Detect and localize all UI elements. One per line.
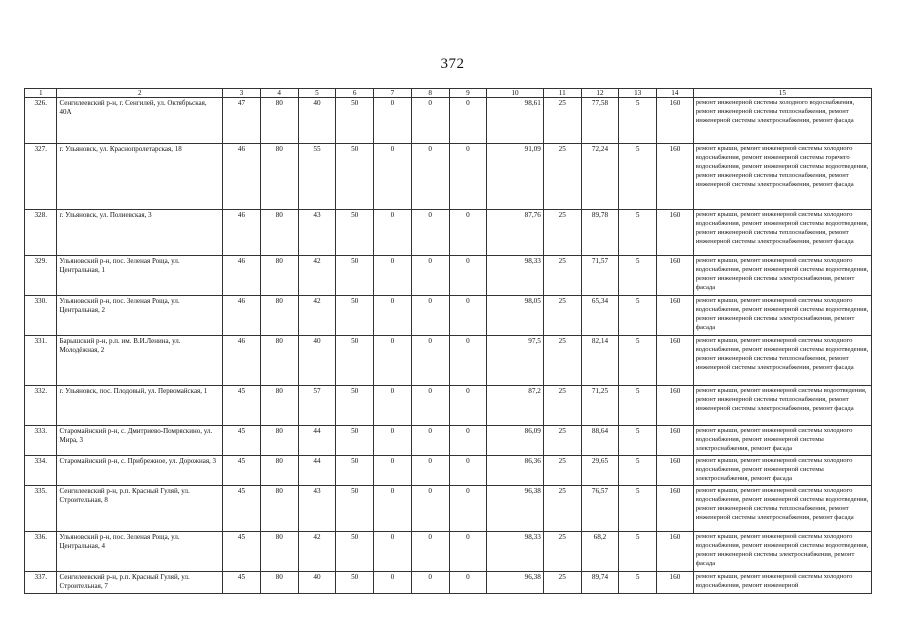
col7-value: 0 [374,426,412,456]
col13-value: 5 [619,336,657,386]
table-row [25,336,872,386]
col14-value: 160 [657,256,694,296]
col12-value: 65,34 [581,296,619,336]
col13-value: 5 [619,256,657,296]
col5-value: 55 [298,144,336,210]
col13-value: 5 [619,210,657,256]
col3-value: 46 [223,336,261,386]
col3-value: 45 [223,532,261,572]
col14-value: 160 [657,296,694,336]
col10-value: 96,38 [487,572,544,594]
row-number: 331. [25,336,57,386]
column-number-3: 3 [223,89,261,98]
col8-value: 0 [411,256,449,296]
col9-value: 0 [449,336,487,386]
col11-value: 25 [543,296,581,336]
col3-value: 45 [223,572,261,594]
column-number-6: 6 [336,89,374,98]
col12-value: 76,57 [581,486,619,532]
address-cell: Барышский р-н, р.п. им. В.И.Ленина, ул. Молодёжная, 2 [57,336,223,386]
col9-value: 0 [449,144,487,210]
table-row [25,144,872,210]
col7-value: 0 [374,336,412,386]
col11-value: 25 [543,456,581,486]
col9-value: 0 [449,296,487,336]
col13-value: 5 [619,486,657,532]
col4-value: 80 [260,296,298,336]
col8-value: 0 [411,98,449,144]
col11-value: 25 [543,210,581,256]
row-number: 327. [25,144,57,210]
col4-value: 80 [260,456,298,486]
works-list-cell: ремонт крыши, ремонт инженерной системы холодного водоснабжения, ремонт инженерной системы водоотведения, ремонт инженерной системы теплоснабжения, ремонт инженерной системы электроснабжения, ремонт фасада [693,210,871,256]
column-number-row [25,89,872,98]
col8-value: 0 [411,386,449,426]
col10-value: 97,5 [487,336,544,386]
col8-value: 0 [411,532,449,572]
col11-value: 25 [543,486,581,532]
col4-value: 80 [260,532,298,572]
address-cell: Сенгилеевский р-н, г. Сенгилей, ул. Октябрьская, 40А [57,98,223,144]
col11-value: 25 [543,336,581,386]
col4-value: 80 [260,486,298,532]
col7-value: 0 [374,98,412,144]
col5-value: 42 [298,256,336,296]
col5-value: 44 [298,426,336,456]
table-row [25,426,872,456]
col6-value: 50 [336,572,374,594]
works-list-cell: ремонт крыши, ремонт инженерной системы холодного водоснабжения, ремонт инженерной [693,572,871,594]
col5-value: 40 [298,572,336,594]
col12-value: 89,78 [581,210,619,256]
col6-value: 50 [336,296,374,336]
works-list-cell: ремонт крыши, ремонт инженерной системы холодного водоснабжения, ремонт инженерной системы водоотведения, ремонт инженерной системы электроснабжения, ремонт фасада [693,296,871,336]
col14-value: 160 [657,144,694,210]
col7-value: 0 [374,210,412,256]
col11-value: 25 [543,98,581,144]
row-number: 333. [25,426,57,456]
address-cell: Ульяновский р-н, пос. Зеленая Роща, ул. Центральная, 2 [57,296,223,336]
col3-value: 45 [223,456,261,486]
col7-value: 0 [374,296,412,336]
col9-value: 0 [449,256,487,296]
works-list-cell: ремонт крыши, ремонт инженерной системы холодного водоснабжения, ремонт инженерной системы горячего водоснабжения, ремонт инженерной системы водоотведения, ремонт инженерной системы теплоснабжения, ремонт инженерной системы электроснабжения, ремонт фасада [693,144,871,210]
address-cell: Ульяновский р-н, пос. Зеленая Роща, ул. Центральная, 1 [57,256,223,296]
col4-value: 80 [260,336,298,386]
col6-value: 50 [336,210,374,256]
col6-value: 50 [336,456,374,486]
col9-value: 0 [449,426,487,456]
col10-value: 98,33 [487,532,544,572]
col14-value: 160 [657,336,694,386]
col9-value: 0 [449,210,487,256]
col14-value: 160 [657,386,694,426]
col14-value: 160 [657,572,694,594]
col12-value: 77,58 [581,98,619,144]
col5-value: 40 [298,98,336,144]
table-row [25,210,872,256]
col9-value: 0 [449,486,487,532]
col13-value: 5 [619,144,657,210]
col4-value: 80 [260,386,298,426]
col12-value: 29,65 [581,456,619,486]
col13-value: 5 [619,456,657,486]
col13-value: 5 [619,386,657,426]
works-list-cell: ремонт инженерной системы холодного водоснабжения, ремонт инженерной системы теплоснабжения, ремонт инженерной системы электроснабжения, ремонт фасада [693,98,871,144]
address-cell: Старомайнский р-н, с. Дмитриево-Помряскино, ул. Мира, 3 [57,426,223,456]
row-number: 336. [25,532,57,572]
table-row [25,456,872,486]
column-number-2: 2 [57,89,223,98]
col11-value: 25 [543,426,581,456]
works-list-cell: ремонт крыши, ремонт инженерной системы холодного водоснабжения, ремонт инженерной системы электроснабжения, ремонт фасада [693,456,871,486]
col4-value: 80 [260,426,298,456]
col8-value: 0 [411,572,449,594]
col6-value: 50 [336,386,374,426]
col12-value: 88,64 [581,426,619,456]
column-number-13: 13 [619,89,657,98]
col10-value: 96,38 [487,486,544,532]
repair-program-table [24,88,872,594]
col9-value: 0 [449,572,487,594]
col3-value: 47 [223,98,261,144]
address-cell: Старомайнский р-н, с. Прибрежное, ул. Дорожная, 3 [57,456,223,486]
table-row [25,532,872,572]
col3-value: 46 [223,210,261,256]
col6-value: 50 [336,98,374,144]
col13-value: 5 [619,296,657,336]
col12-value: 68,2 [581,532,619,572]
address-cell: г. Ульяновск, ул. Полиевская, 3 [57,210,223,256]
col9-value: 0 [449,98,487,144]
col4-value: 80 [260,210,298,256]
col11-value: 25 [543,386,581,426]
column-number-11: 11 [543,89,581,98]
col13-value: 5 [619,572,657,594]
col3-value: 45 [223,486,261,532]
col11-value: 25 [543,256,581,296]
col11-value: 25 [543,144,581,210]
col4-value: 80 [260,572,298,594]
col8-value: 0 [411,210,449,256]
col12-value: 72,24 [581,144,619,210]
column-number-14: 14 [657,89,694,98]
row-number: 329. [25,256,57,296]
col13-value: 5 [619,426,657,456]
column-number-15: 15 [693,89,871,98]
column-number-5: 5 [298,89,336,98]
col5-value: 40 [298,336,336,386]
col6-value: 50 [336,426,374,456]
col7-value: 0 [374,256,412,296]
table-row [25,572,872,594]
table-row [25,386,872,426]
table-row [25,486,872,532]
col6-value: 50 [336,144,374,210]
col5-value: 44 [298,456,336,486]
col6-value: 50 [336,486,374,532]
col12-value: 82,14 [581,336,619,386]
works-list-cell: ремонт крыши, ремонт инженерной системы холодного водоснабжения, ремонт инженерной системы электроснабжения, ремонт фасада [693,426,871,456]
column-number-10: 10 [487,89,544,98]
col8-value: 0 [411,486,449,532]
col10-value: 98,05 [487,296,544,336]
page-number: 372 [440,56,465,72]
col12-value: 71,57 [581,256,619,296]
col3-value: 45 [223,426,261,456]
row-number: 334. [25,456,57,486]
col3-value: 46 [223,256,261,296]
col14-value: 160 [657,532,694,572]
col4-value: 80 [260,144,298,210]
col13-value: 5 [619,98,657,144]
col9-value: 0 [449,386,487,426]
col10-value: 86,09 [487,426,544,456]
col13-value: 5 [619,532,657,572]
col10-value: 86,36 [487,456,544,486]
col5-value: 42 [298,532,336,572]
works-list-cell: ремонт крыши, ремонт инженерной системы холодного водоснабжения, ремонт инженерной системы водоотведения, ремонт инженерной системы электроснабжения, ремонт фасада [693,256,871,296]
col3-value: 46 [223,296,261,336]
col8-value: 0 [411,426,449,456]
column-number-9: 9 [449,89,487,98]
col5-value: 43 [298,210,336,256]
works-list-cell: ремонт крыши, ремонт инженерной системы холодного водоснабжения, ремонт инженерной системы водоотведения, ремонт инженерной системы теплоснабжения, ремонт инженерной системы электроснабжения, ремонт фасада [693,336,871,386]
col14-value: 160 [657,426,694,456]
col5-value: 42 [298,296,336,336]
col7-value: 0 [374,572,412,594]
table-row [25,256,872,296]
col7-value: 0 [374,456,412,486]
column-number-4: 4 [260,89,298,98]
col7-value: 0 [374,144,412,210]
col7-value: 0 [374,386,412,426]
col10-value: 87,76 [487,210,544,256]
col11-value: 25 [543,572,581,594]
col5-value: 57 [298,386,336,426]
address-cell: Сенгилеевский р-н, р.п. Красный Гуляй, ул. Строительная, 8 [57,486,223,532]
col12-value: 71,25 [581,386,619,426]
row-number: 330. [25,296,57,336]
row-number: 326. [25,98,57,144]
col12-value: 89,74 [581,572,619,594]
col6-value: 50 [336,256,374,296]
col7-value: 0 [374,486,412,532]
address-cell: г. Ульяновск, ул. Краснопролетарская, 18 [57,144,223,210]
table-row [25,98,872,144]
row-number: 328. [25,210,57,256]
address-cell: Ульяновский р-н, пос. Зеленая Роща, ул. Центральная, 4 [57,532,223,572]
col6-value: 50 [336,532,374,572]
column-number-7: 7 [374,89,412,98]
address-cell: Сенгилеевский р-н, р.п. Красный Гуляй, ул. Строительная, 7 [57,572,223,594]
col8-value: 0 [411,144,449,210]
col14-value: 160 [657,456,694,486]
row-number: 335. [25,486,57,532]
row-number: 337. [25,572,57,594]
table-row [25,296,872,336]
col11-value: 25 [543,532,581,572]
col10-value: 91,09 [487,144,544,210]
col4-value: 80 [260,256,298,296]
col10-value: 98,33 [487,256,544,296]
column-number-12: 12 [581,89,619,98]
col9-value: 0 [449,532,487,572]
col3-value: 45 [223,386,261,426]
works-list-cell: ремонт крыши, ремонт инженерной системы водоотведения, ремонт инженерной системы теплоснабжения, ремонт инженерной системы электроснабжения, ремонт фасада [693,386,871,426]
col5-value: 43 [298,486,336,532]
col8-value: 0 [411,456,449,486]
col8-value: 0 [411,296,449,336]
address-cell: г. Ульяновск, пос. Плодовый, ул. Первомайская, 1 [57,386,223,426]
col6-value: 50 [336,336,374,386]
col4-value: 80 [260,98,298,144]
col8-value: 0 [411,336,449,386]
works-list-cell: ремонт крыши, ремонт инженерной системы холодного водоснабжения, ремонт инженерной системы водоотведения, ремонт инженерной системы теплоснабжения, ремонт инженерной системы электроснабжения, ремонт фасада [693,486,871,532]
col3-value: 46 [223,144,261,210]
col9-value: 0 [449,456,487,486]
col10-value: 87,2 [487,386,544,426]
col14-value: 160 [657,486,694,532]
column-number-1: 1 [25,89,57,98]
col10-value: 98,61 [487,98,544,144]
col14-value: 160 [657,98,694,144]
row-number: 332. [25,386,57,426]
works-list-cell: ремонт крыши, ремонт инженерной системы холодного водоснабжения, ремонт инженерной системы водоотведения, ремонт инженерной системы электроснабжения, ремонт фасада [693,532,871,572]
column-number-8: 8 [411,89,449,98]
col14-value: 160 [657,210,694,256]
col7-value: 0 [374,532,412,572]
